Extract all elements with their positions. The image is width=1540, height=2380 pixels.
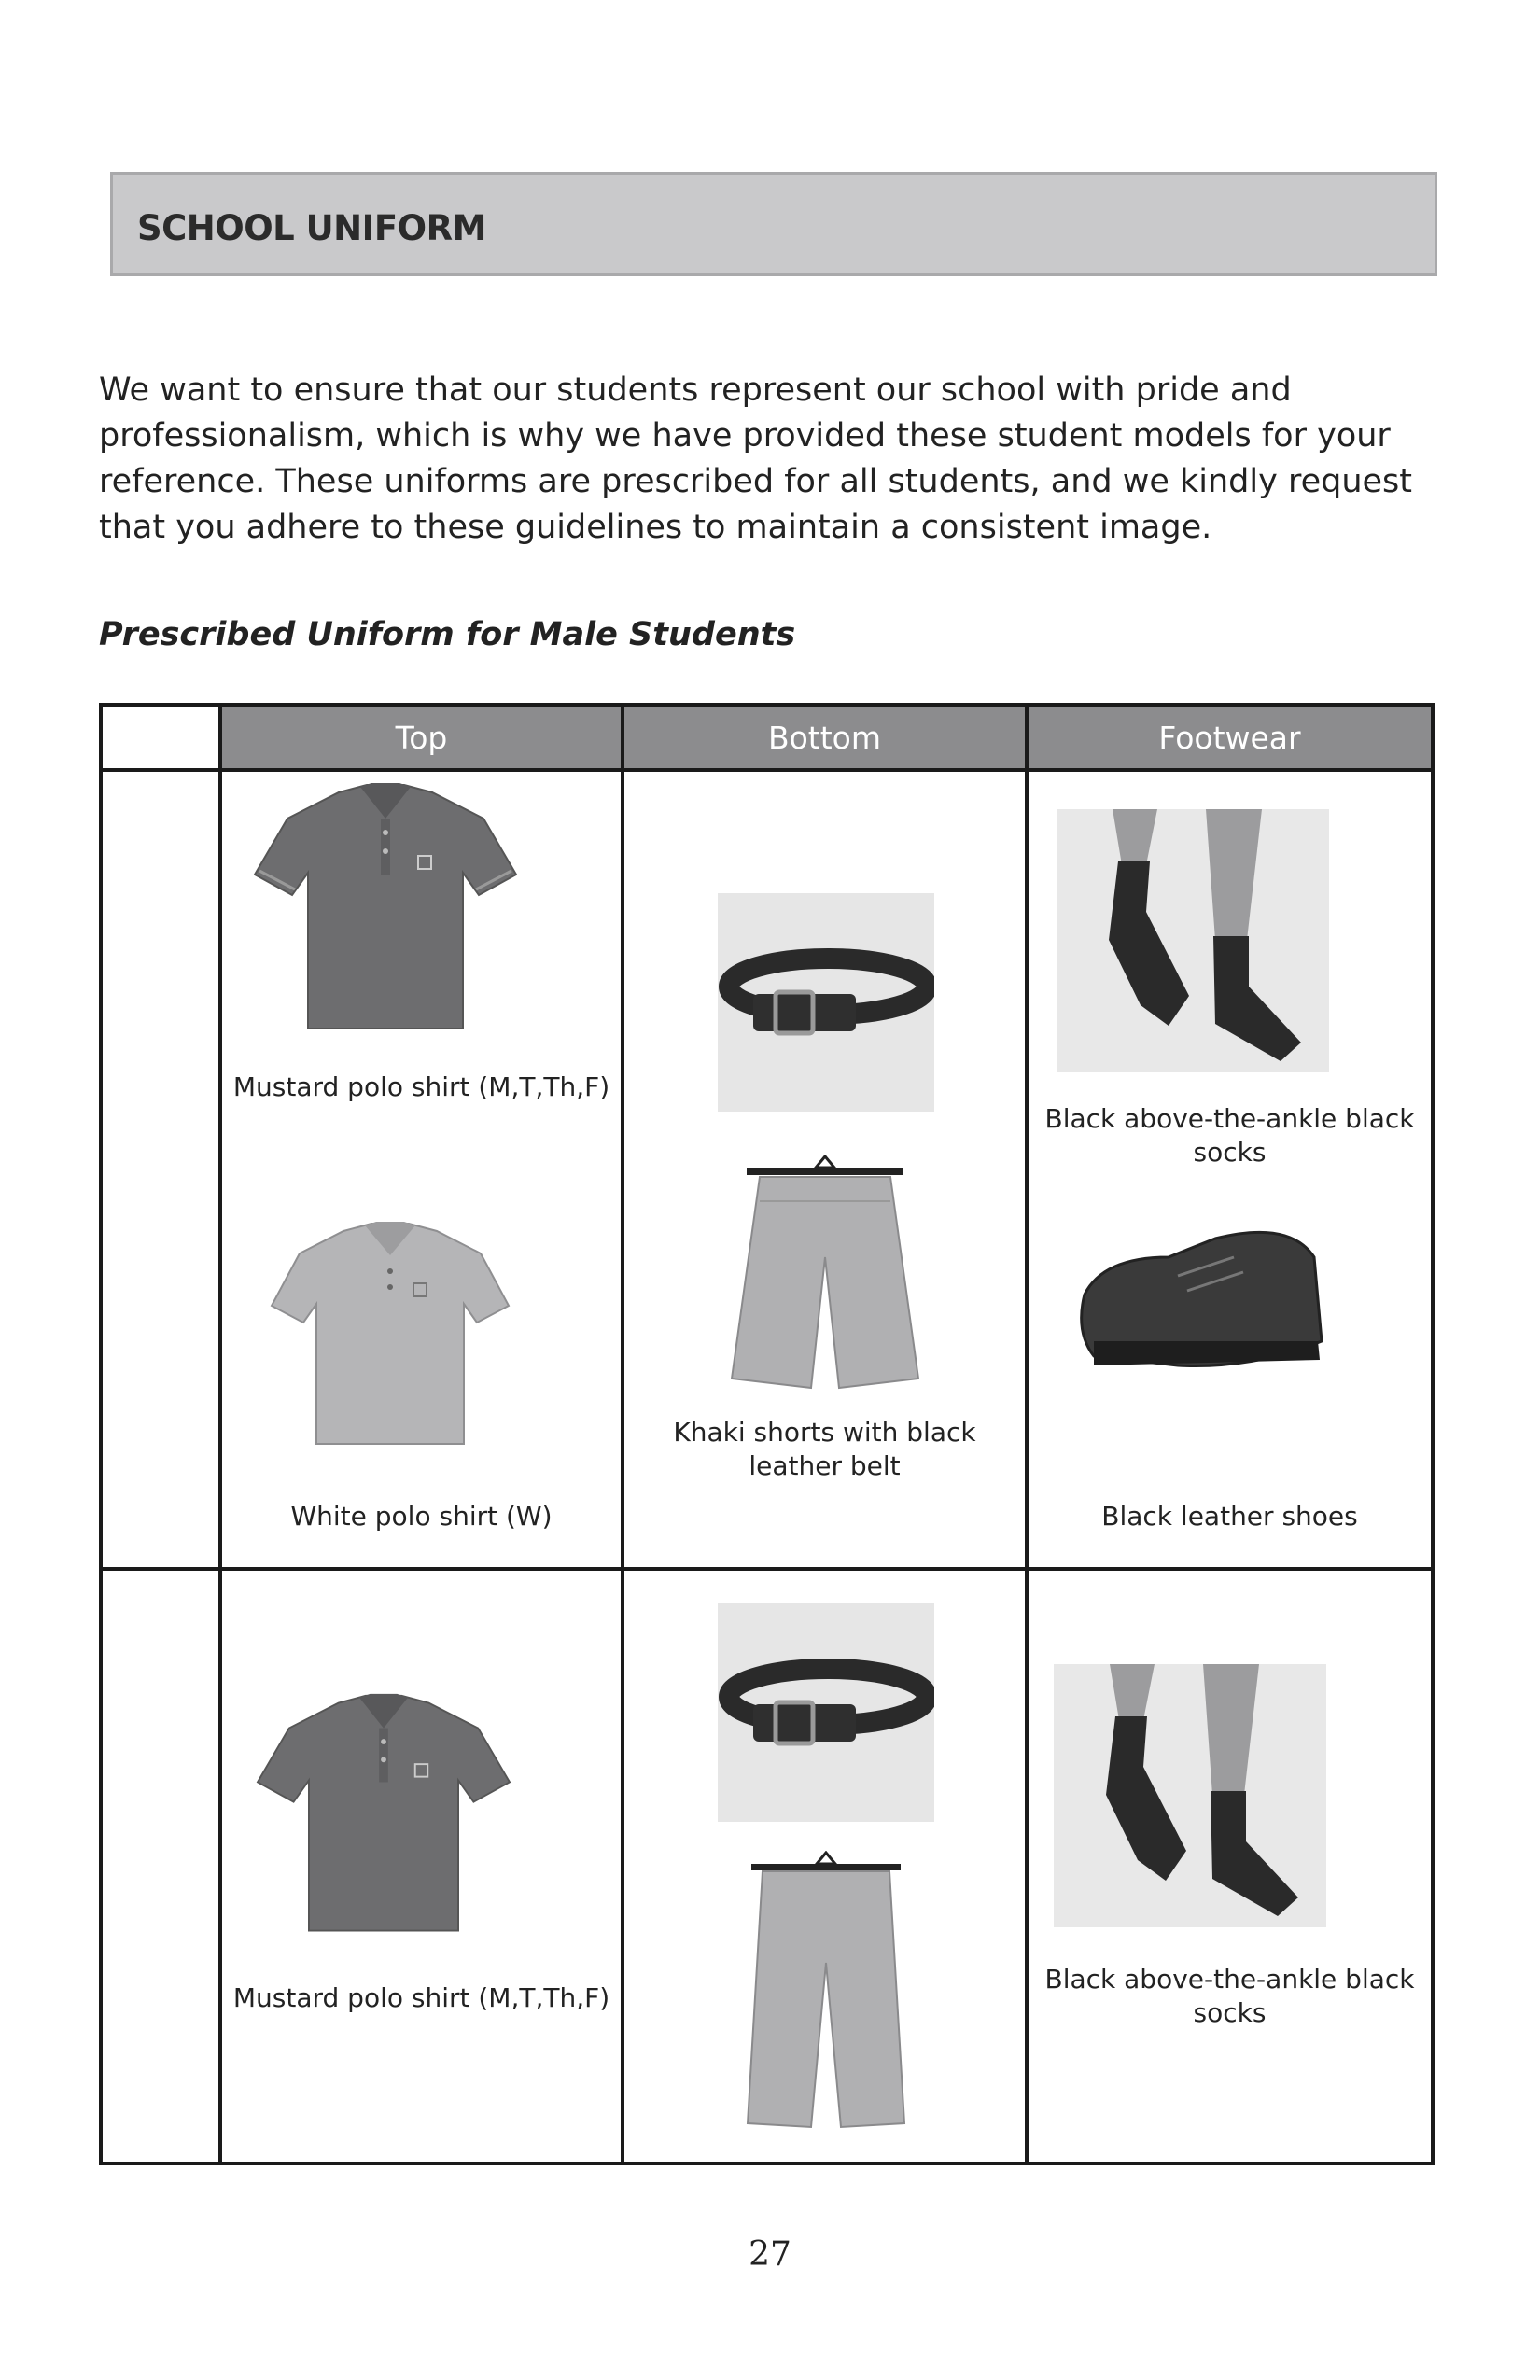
row-label-cell xyxy=(101,1569,220,2163)
bottom-caption: Khaki shorts with black leather belt xyxy=(673,1417,976,1481)
intro-line: that you adhere to these guidelines to maintain a consistent image. xyxy=(99,509,1212,546)
top-cell xyxy=(220,1569,623,2163)
khaki-shorts-image xyxy=(713,1155,937,1397)
table-row xyxy=(101,1569,1433,2163)
leather-shoes-image xyxy=(1066,1201,1327,1388)
footwear-caption: Black leather shoes xyxy=(1101,1501,1358,1532)
white-polo-shirt-image xyxy=(264,1220,516,1453)
intro-paragraph xyxy=(99,368,1443,551)
section-header xyxy=(110,172,1437,276)
bottom-cell xyxy=(623,1569,1027,2163)
row-label-cell xyxy=(101,770,220,1569)
uniform-table xyxy=(99,703,1435,2165)
dark-polo-shirt-image xyxy=(248,1692,519,1944)
intro-line: We want to ensure that our students represent our school with pride and xyxy=(99,371,1292,409)
footwear-cell xyxy=(1027,1569,1433,2163)
top-caption: Mustard polo shirt (M,T,Th,F) xyxy=(232,1982,610,2013)
top-caption: White polo shirt (W) xyxy=(290,1501,553,1532)
table-header-row xyxy=(101,705,1433,770)
khaki-trousers-image xyxy=(742,1851,910,2131)
intro-line: professionalism, which is why we have provided these student models for your xyxy=(99,417,1391,455)
intro-line: reference. These uniforms are prescribed for all students, and we kindly request xyxy=(99,463,1413,500)
header-top: Top xyxy=(220,705,623,770)
footwear-caption: Black above-the-ankle black socks xyxy=(1044,1103,1415,1168)
bottom-cell xyxy=(623,770,1027,1569)
belt-image xyxy=(718,1603,934,1822)
socks-image xyxy=(1057,809,1329,1072)
belt-image xyxy=(718,893,934,1112)
table-row xyxy=(101,770,1433,1569)
uniform-subheading: Prescribed Uniform for Male Students xyxy=(99,616,796,653)
footwear-caption: Black above-the-ankle black socks xyxy=(1044,1964,1415,2028)
top-cell xyxy=(220,770,623,1569)
top-caption: Mustard polo shirt (M,T,Th,F) xyxy=(232,1071,610,1102)
section-title: SCHOOL UNIFORM xyxy=(137,208,486,248)
dark-polo-shirt-image xyxy=(250,781,521,1043)
page-number: 27 xyxy=(749,2235,791,2274)
socks-image xyxy=(1054,1664,1326,1927)
blank-header-cell xyxy=(101,705,220,770)
header-bottom: Bottom xyxy=(623,705,1027,770)
header-footwear: Footwear xyxy=(1027,705,1433,770)
footwear-cell xyxy=(1027,770,1433,1569)
